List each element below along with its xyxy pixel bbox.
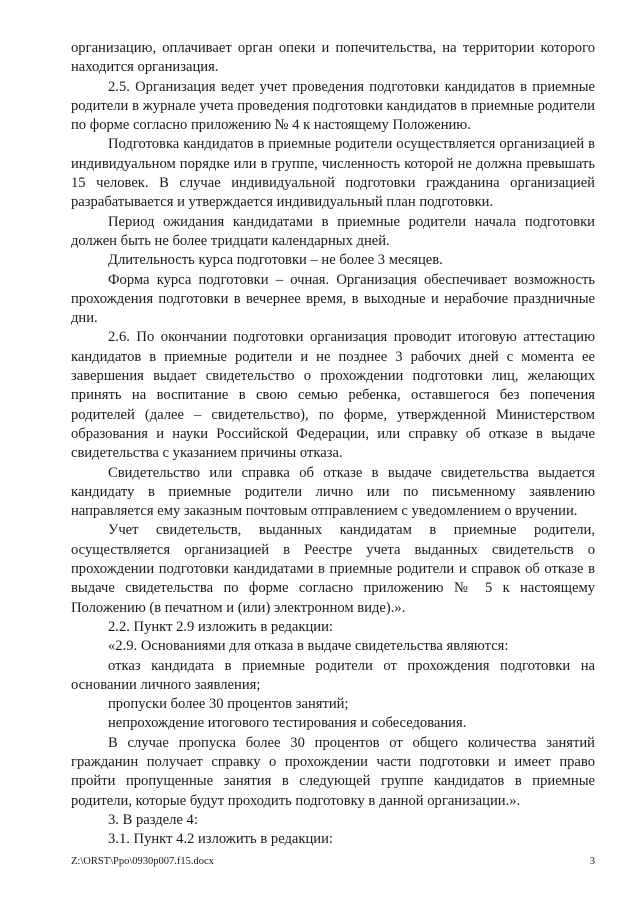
paragraph-1: 2.5. Организация ведет учет проведения подготовки кандидатов в приемные родители в журнале учета проведения подготовки кандидатов в приемные родители по форме согласно приложению № 4 к настоящему Положению.	[71, 78, 595, 134]
paragraph-4: Длительность курса подготовки – не более 3 месяцев.	[108, 252, 443, 269]
paragraph-11: отказ кандидата в приемные родители от прохождения подготовки на основании личного заявления;	[71, 657, 595, 693]
paragraph-13: непрохождение итогового тестирования и собеседования.	[108, 715, 467, 732]
footer-file-path: Z:\ORST\Ppo\0930p007.f15.docx	[71, 856, 214, 867]
paragraph-12: пропуски более 30 процентов занятий;	[108, 696, 349, 713]
paragraph-7: Свидетельство или справка об отказе в выдаче свидетельства выдается кандидату в приемные родители лично или по письменному заявлению направляется ему заказным почтовым отправлением с уведомлением о вручении.	[71, 464, 595, 520]
paragraph-0: организацию, оплачивает орган опеки и попечительства, на территории которого находится организация.	[71, 40, 595, 76]
paragraph-6: 2.6. По окончании подготовки организация проводит итоговую аттестацию кандидатов в приемные родители и не позднее 3 рабочих дней с момента ее завершения выдает свидетельство о прохождении подготовки лиц, желающих принять на воспитание в свою семью ребенка, оставшегося без попечения родителей (далее – свидетельство), по форме, утвержденной Министерством образования и науки Российской Федерации, или справку об отказе в выдаче свидетельства с указанием причины отказа.	[71, 329, 595, 462]
paragraph-8: Учет свидетельств, выданных кандидатам в приемные родители, осуществляется организацией в Реестре учета выданных свидетельств о прохождении подготовки кандидатами в приемные родители и справок об отказе в выдаче свидетельства по форме согласно приложению № 5 к настоящему Положению (в печатном и (или) электронном виде).».	[71, 522, 595, 616]
footer-page-number: 3	[589, 856, 595, 867]
paragraph-14: В случае пропуска более 30 процентов от общего количества занятий гражданин получает справку о прохождении части подготовки и имеет право пройти пропущенные занятия в следующей группе кандидатов в приемные родители, которые будут проходить подготовку в данной организации.».	[71, 734, 595, 809]
document-body	[71, 39, 595, 849]
paragraph-2: Подготовка кандидатов в приемные родители осуществляется организацией в индивидуальном порядке или в группе, численность которой не должна превышать 15 человек. В случае индивидуальной подготовки гражданина организацией разрабатывается и утверждается индивидуальный план подготовки.	[71, 136, 595, 211]
paragraph-15: 3. В разделе 4:	[108, 811, 198, 828]
paragraph-10: «2.9. Основаниями для отказа в выдаче свидетельства являются:	[108, 638, 509, 655]
paragraph-3: Период ожидания кандидатами в приемные родители начала подготовки должен быть не более тридцати календарных дней.	[71, 213, 595, 249]
paragraph-9: 2.2. Пункт 2.9 изложить в редакции:	[108, 618, 333, 635]
paragraph-16: 3.1. Пункт 4.2 изложить в редакции:	[108, 831, 333, 848]
paragraph-5: Форма курса подготовки – очная. Организация обеспечивает возможность прохождения подготовки в вечернее время, в выходные и нерабочие праздничные дни.	[71, 271, 595, 327]
